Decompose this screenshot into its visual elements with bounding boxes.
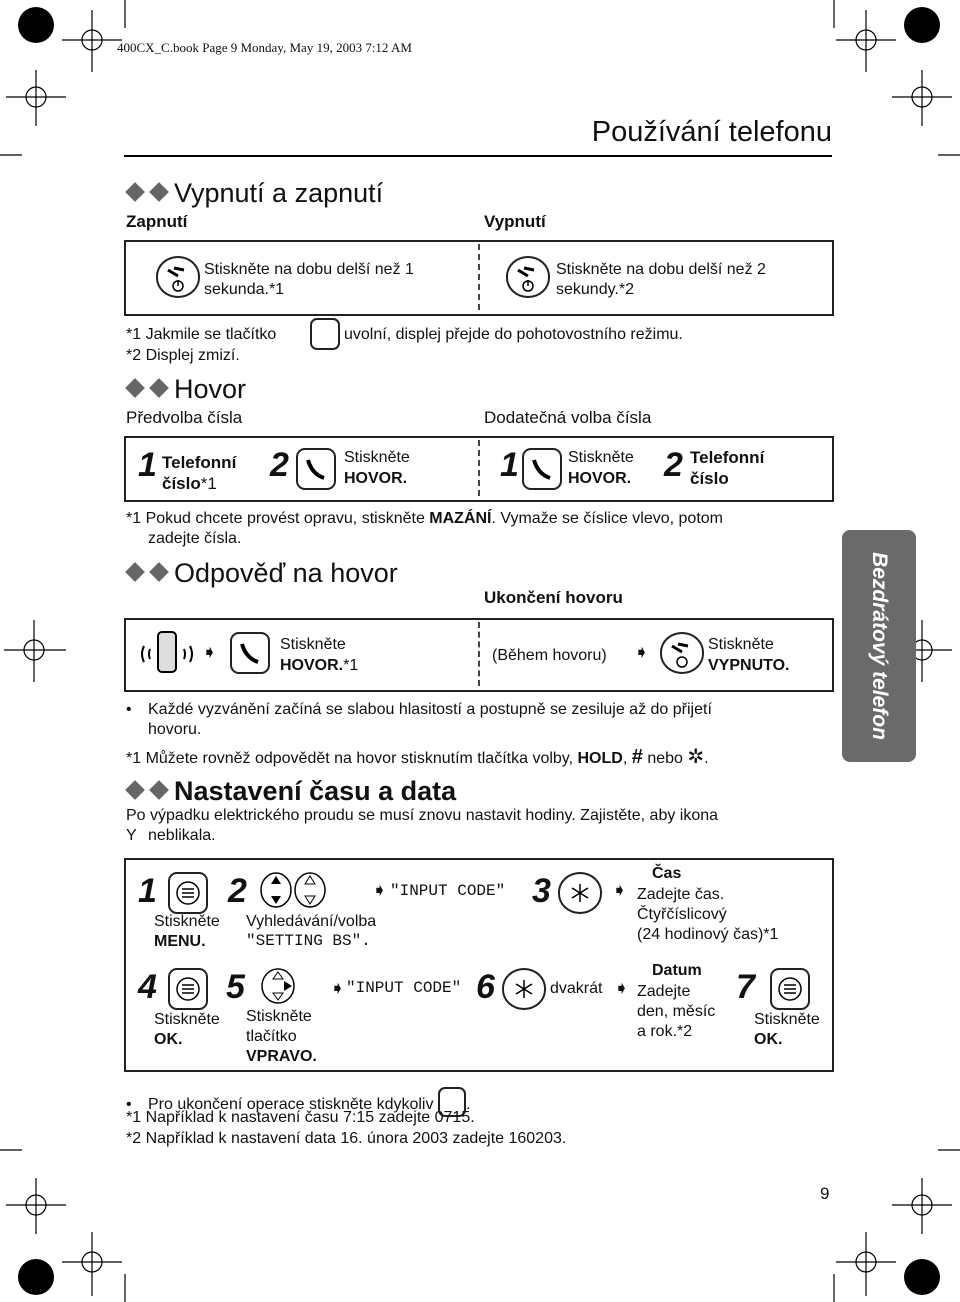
antenna-icon: Y	[126, 827, 137, 844]
diamond-icon	[125, 182, 145, 202]
input-code-label: "INPUT CODE"	[390, 882, 506, 900]
time-text-2: Čtyřčíslicový	[637, 906, 727, 923]
end-call-label: Ukončení hovoru	[484, 588, 623, 607]
step-number: 1	[138, 446, 157, 484]
off-key-icon	[506, 256, 550, 298]
diamond-icon	[149, 780, 169, 800]
power-on-label: Zapnutí	[126, 212, 188, 231]
star-key-icon	[558, 872, 602, 914]
predial-label: Předvolba čísla	[126, 408, 243, 427]
menu-label: MENU.	[154, 933, 206, 950]
menu-key-icon	[168, 968, 208, 1010]
power-section-title: Vypnutí a zapnutí	[126, 178, 383, 209]
clock-section-title: Nastavení času a data	[126, 776, 456, 807]
call-section-title: Hovor	[126, 374, 246, 405]
off-key-icon	[660, 632, 704, 674]
diamond-icon	[149, 378, 169, 398]
phone-number-label: Telefonní číslo*1	[162, 453, 237, 493]
date-text-2: den, měsíc	[637, 1003, 716, 1020]
end-operation: • Pro ukončení operace stiskněte kdykoliv .	[126, 1087, 470, 1117]
talk-key-icon	[296, 448, 336, 490]
title-rule	[124, 155, 832, 157]
step-number: 3	[532, 872, 551, 910]
twice-label: dvakrát	[550, 980, 603, 997]
clock-note2: *2 Například k nastavení data 16. února 2003 zadejte 160203.	[126, 1130, 567, 1147]
press-label: Stiskněte	[246, 1008, 312, 1025]
menu-key-icon	[168, 872, 208, 914]
talk-key-icon	[230, 632, 270, 674]
right-label: VPRAVO.	[246, 1048, 317, 1065]
answer-bullet: • Každé vyzvánění začíná se slabou hlasitostí a postupně se zesiluje až do přijetí hovoru.	[126, 701, 712, 738]
talk-label: HOVOR.*1	[280, 657, 359, 674]
hash-icon: #	[631, 746, 643, 768]
power-note1a: *1 Jakmile se tlačítko	[126, 326, 277, 343]
date-label: Datum	[652, 962, 702, 979]
date-text-3: a rok.*2	[637, 1023, 693, 1040]
menu-key-icon	[770, 968, 810, 1010]
clock-intro: Po výpadku elektrického proudu se musí znovu nastavit hodiny. Zajistěte, aby ikona Y neblikala.	[126, 807, 719, 844]
step-number: 2	[664, 446, 683, 484]
clock-note1: *1 Například k nastavení času 7:15 zadejte 0715.	[126, 1109, 475, 1126]
power-note2: *2 Displej zmizí.	[126, 347, 240, 364]
off-label: VYPNUTO.	[708, 657, 790, 674]
page-number: 9	[820, 1184, 830, 1203]
answer-note: *1 Můžete rovněž odpovědět na hovor stisknutím tlačítka volby, HOLD, # nebo ✲.	[126, 746, 709, 768]
press-label: Stiskněte	[754, 1011, 820, 1028]
step-number: 6	[476, 968, 495, 1006]
divider	[478, 622, 480, 686]
postdial-label: Dodatečná volba čísla	[484, 408, 652, 427]
star-icon: ✲	[687, 746, 705, 768]
press-label: Stiskněte	[344, 449, 410, 466]
star-key-icon	[502, 968, 546, 1010]
press-label: Stiskněte	[154, 913, 220, 930]
date-text-1: Zadejte	[637, 983, 691, 1000]
input-code-label: "INPUT CODE"	[346, 979, 462, 997]
arrow-right-icon: ➧	[614, 978, 630, 998]
time-text-1: Zadejte čas.	[637, 886, 725, 903]
diamond-icon	[125, 562, 145, 582]
step-number: 5	[226, 968, 245, 1006]
side-tab: Bezdrátový telefon	[842, 530, 916, 762]
power-on-text: Stiskněte na dobu delší než 1 sekunda.*1	[204, 261, 414, 298]
call-note: *1 Pokud chcete provést opravu, stiskněte MAZÁNÍ. Vymaže se číslice vlevo, potom zadejte čísla.	[126, 510, 723, 547]
button-label: tlačítko	[246, 1028, 297, 1045]
arrow-right-icon: ➧	[634, 642, 650, 662]
power-off-label: Vypnutí	[484, 212, 546, 231]
step-number: 1	[138, 872, 157, 910]
navigator-right-key-icon	[258, 966, 298, 1006]
step-number: 1	[500, 446, 519, 484]
diamond-icon	[125, 378, 145, 398]
step-number: 4	[138, 968, 157, 1006]
ringing-handset-icon	[138, 630, 198, 676]
diamond-icon	[149, 182, 169, 202]
time-text-3: (24 hodinový čas)*1	[637, 926, 779, 943]
setting-bs-label: "SETTING BS".	[246, 932, 371, 950]
talk-key-icon	[522, 448, 562, 490]
navigator-key-icon	[258, 870, 328, 910]
divider	[478, 440, 480, 496]
time-label: Čas	[652, 865, 682, 882]
arrow-right-icon: ➧	[372, 880, 388, 900]
book-info: 400CX_C.book Page 9 Monday, May 19, 2003 7:12 AM	[117, 40, 412, 55]
step-number: 7	[736, 968, 755, 1006]
during-call-label: (Během hovoru)	[492, 647, 607, 664]
off-key-icon	[156, 256, 200, 298]
press-label: Stiskněte	[154, 1011, 220, 1028]
diamond-icon	[125, 780, 145, 800]
phone-number-label: Telefonní číslo	[690, 448, 765, 488]
step-number: 2	[270, 446, 289, 484]
divider	[478, 244, 480, 310]
talk-label: HOVOR.	[568, 470, 632, 487]
press-label: Stiskněte	[708, 636, 774, 653]
page-title: Používání telefonu	[591, 116, 832, 148]
diamond-icon	[149, 562, 169, 582]
answer-section-title: Odpověď na hovor	[126, 558, 398, 589]
power-note1b: uvolní, displej přejde do pohotovostního režimu.	[344, 326, 683, 343]
step-number: 2	[228, 872, 247, 910]
off-key-icon	[310, 318, 340, 350]
arrow-right-icon: ➧	[202, 642, 218, 662]
press-label: Stiskněte	[568, 449, 634, 466]
arrow-right-icon: ➧	[612, 880, 628, 900]
ok-label: OK.	[754, 1031, 783, 1048]
search-label: Vyhledávání/volba	[246, 913, 377, 930]
press-label: Stiskněte	[280, 636, 346, 653]
power-off-text: Stiskněte na dobu delší než 2 sekundy.*2	[556, 261, 766, 298]
arrow-right-icon: ➧	[330, 978, 346, 998]
ok-label: OK.	[154, 1031, 183, 1048]
talk-label: HOVOR.	[344, 470, 408, 487]
